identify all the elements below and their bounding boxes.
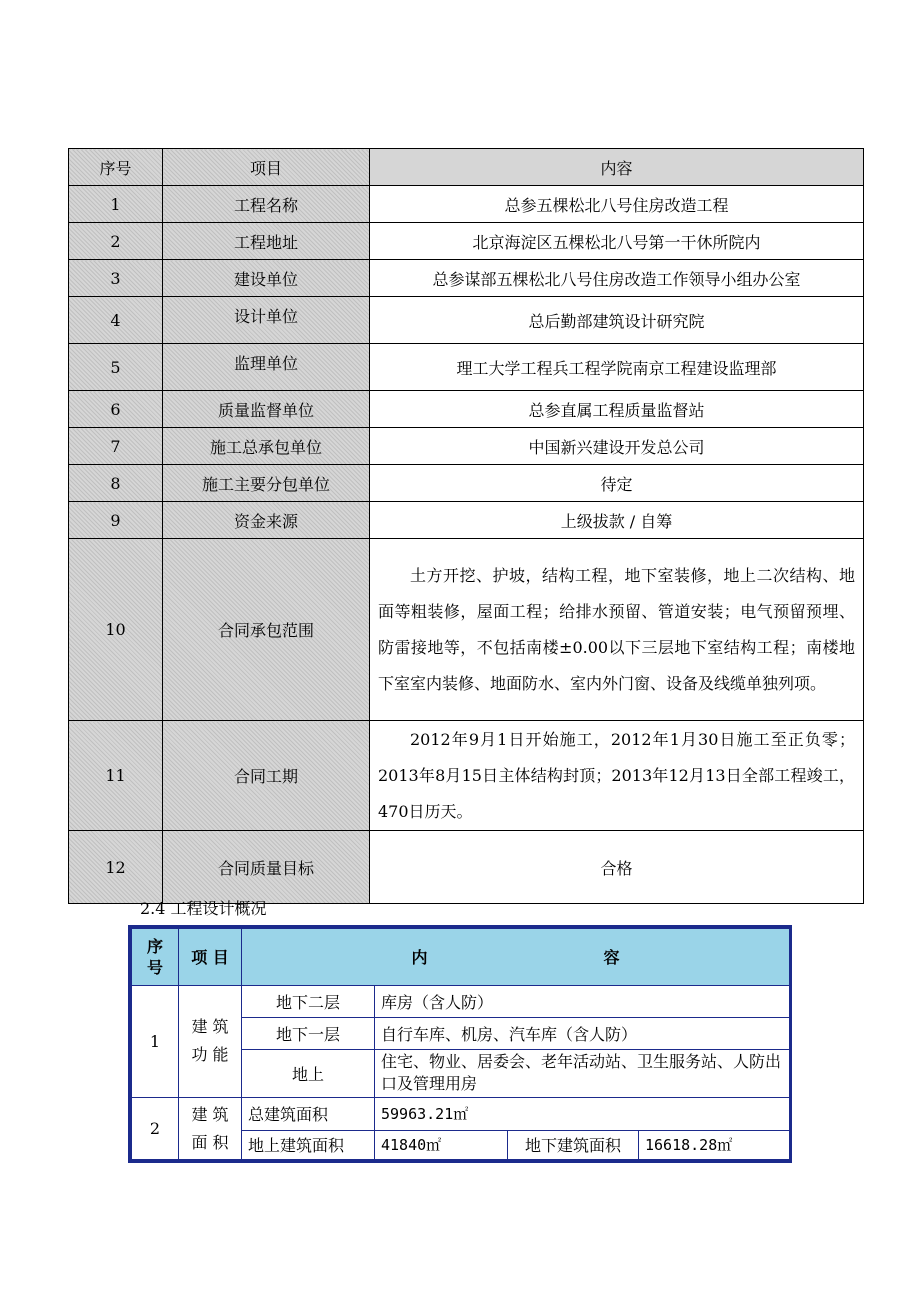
group2-label-line2: 面 积 <box>191 1132 229 1152</box>
table-row <box>132 985 790 1017</box>
header-content: 内容 <box>370 149 864 186</box>
row-seq: 7 <box>69 428 163 465</box>
table-row <box>69 428 864 465</box>
row-seq: 5 <box>69 344 163 391</box>
table-row <box>69 831 864 904</box>
header-seq <box>132 929 179 986</box>
header-content-a: 内 <box>411 948 428 968</box>
design-overview-table-frame <box>128 925 792 1163</box>
row-content: 土方开挖、护坡，结构工程，地下室装修，地上二次结构、地面等粗装修，屋面工程；给排水预留、管道安装；电气预留预埋、防雷接地等，不包括南楼±0.00以下三层地下室结构工程；南楼地下室室内装修、地面防水、室内外门窗、设备及线缆单独列项。 <box>370 539 864 721</box>
sub-value: 自行车库、机房、汽车库（含人防） <box>375 1018 790 1049</box>
row-content: 总参谋部五棵松北八号住房改造工作领导小组办公室 <box>370 260 864 297</box>
total-area-label: 总建筑面积 <box>242 1098 375 1130</box>
table-row <box>69 391 864 428</box>
row-item: 设计单位 <box>163 297 370 344</box>
sub-label: 地下一层 <box>242 1018 375 1049</box>
sub-label: 地下二层 <box>242 985 375 1017</box>
group1-label-line1: 建 筑 <box>191 1017 229 1037</box>
table-row <box>69 344 864 391</box>
table-row <box>69 502 864 539</box>
below-area-label: 地下建筑面积 <box>508 1130 639 1159</box>
row-item: 工程名称 <box>163 186 370 223</box>
row-seq: 1 <box>69 186 163 223</box>
row-content: 上级拔款 / 自筹 <box>370 502 864 539</box>
row-content: 2012年9月1日开始施工，2012年1月30日施工至正负零；2013年8月15日主体结构封顶；2013年12月13日全部工程竣工，470日历天。 <box>370 721 864 831</box>
row-seq: 10 <box>69 539 163 721</box>
row-seq: 12 <box>69 831 163 904</box>
row-seq: 9 <box>69 502 163 539</box>
row-content: 北京海淀区五棵松北八号第一干休所院内 <box>370 223 864 260</box>
group1-seq: 1 <box>132 985 179 1097</box>
total-area-value: 59963.21㎡ <box>375 1098 790 1130</box>
table-row <box>69 465 864 502</box>
header-seq-line2: 号 <box>146 957 163 977</box>
above-area-value: 41840㎡ <box>375 1130 508 1159</box>
table-header-row <box>132 929 790 986</box>
row-content: 总后勤部建筑设计研究院 <box>370 297 864 344</box>
row-seq: 4 <box>69 297 163 344</box>
row-item: 监理单位 <box>163 344 370 391</box>
section-heading: 2.4 工程设计概况 <box>140 899 267 918</box>
row-content: 理工大学工程兵工程学院南京工程建设监理部 <box>370 344 864 391</box>
row-content: 总参直属工程质量监督站 <box>370 391 864 428</box>
row-content: 待定 <box>370 465 864 502</box>
row-seq: 6 <box>69 391 163 428</box>
row-item: 建设单位 <box>163 260 370 297</box>
table-row <box>132 1098 790 1130</box>
group2-seq: 2 <box>132 1098 179 1160</box>
sub-value: 住宅、物业、居委会、老年活动站、卫生服务站、人防出口及管理用房 <box>375 1049 790 1098</box>
above-area-label: 地上建筑面积 <box>242 1130 375 1159</box>
row-item: 合同质量目标 <box>163 831 370 904</box>
row-item: 施工总承包单位 <box>163 428 370 465</box>
header-seq: 序号 <box>69 149 163 186</box>
row-seq: 3 <box>69 260 163 297</box>
group2-label <box>179 1098 242 1160</box>
row-item: 合同工期 <box>163 721 370 831</box>
row-seq: 11 <box>69 721 163 831</box>
row-item: 合同承包范围 <box>163 539 370 721</box>
row-content: 总参五棵松北八号住房改造工程 <box>370 186 864 223</box>
group1-label-line2: 功 能 <box>191 1045 229 1065</box>
header-item: 项目 <box>163 149 370 186</box>
sub-value: 库房（含人防） <box>375 985 790 1017</box>
table-row <box>69 260 864 297</box>
table-row <box>69 186 864 223</box>
table-row <box>69 539 864 721</box>
group2-label-line1: 建 筑 <box>191 1104 229 1124</box>
row-item: 工程地址 <box>163 223 370 260</box>
project-overview-table <box>68 148 864 904</box>
below-area-value: 16618.28㎡ <box>639 1130 790 1159</box>
design-overview-table <box>131 928 790 1160</box>
header-seq-line1: 序 <box>146 936 163 956</box>
header-content-b: 容 <box>603 948 620 968</box>
table-row <box>69 223 864 260</box>
sub-label: 地上 <box>242 1049 375 1098</box>
row-seq: 2 <box>69 223 163 260</box>
table-row <box>69 721 864 831</box>
table-row <box>69 297 864 344</box>
group1-label <box>179 985 242 1097</box>
row-item: 资金来源 <box>163 502 370 539</box>
table-header-row <box>69 149 864 186</box>
row-content: 中国新兴建设开发总公司 <box>370 428 864 465</box>
header-content <box>242 929 790 986</box>
header-item: 项 目 <box>179 929 242 986</box>
row-item: 施工主要分包单位 <box>163 465 370 502</box>
row-content: 合格 <box>370 831 864 904</box>
row-seq: 8 <box>69 465 163 502</box>
row-item: 质量监督单位 <box>163 391 370 428</box>
